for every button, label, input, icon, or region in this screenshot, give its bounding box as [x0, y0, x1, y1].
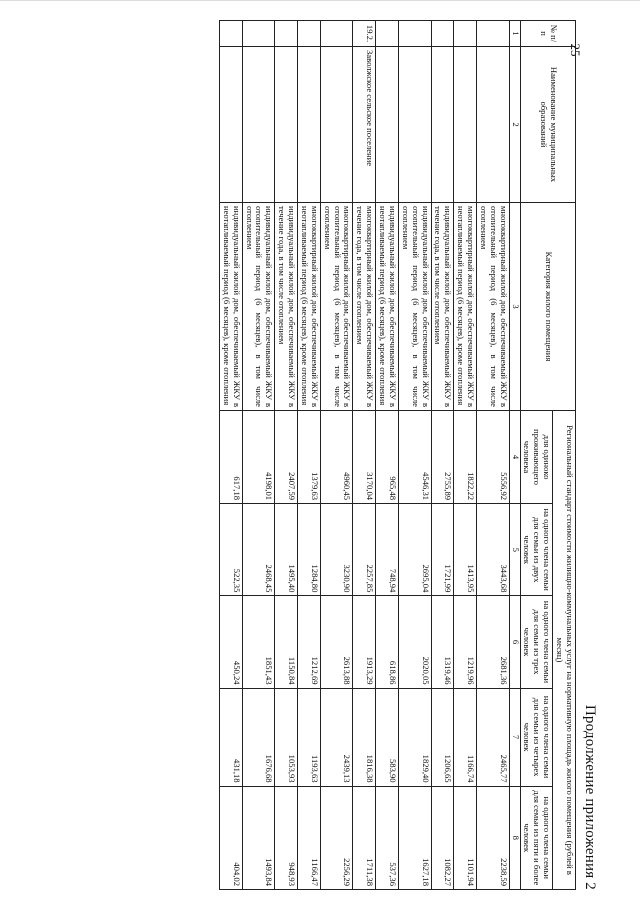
table-row [454, 21, 477, 890]
value-cell: 522,35 [220, 504, 243, 596]
value-cell: 1284,80 [298, 504, 321, 596]
category-text: индивидуальный жилой дом, обеспечиваемый ЖКУ в течение года, в том числе отоплением [275, 203, 298, 411]
value-cell: 2020,05 [399, 596, 432, 688]
value-cell: 3443,68 [477, 504, 510, 596]
value-cell: 948,93 [275, 786, 298, 889]
value-cell: 2681,36 [477, 596, 510, 688]
category-text: многоквартирный жилой дом, обеспечиваемый ЖКУ в неотапливаемый период (6 месяцев), кроме отопления [454, 203, 477, 411]
value-cell: 1166,47 [298, 786, 321, 889]
table-row [376, 21, 399, 890]
header-no: № п/п [520, 21, 575, 47]
value-cell: 2407,59 [275, 411, 298, 504]
category-text: многоквартирный жилой дом, обеспечиваемый ЖКУ в течение года, в том числе отоплением [353, 203, 376, 411]
category-text: многоквартирный жилой дом, обеспечиваемый ЖКУ в отопительный период (6 месяцев), в том числе отоплением [477, 203, 510, 411]
row-number [320, 21, 353, 47]
value-cell: 2256,29 [320, 786, 353, 889]
value-cell: 618,86 [376, 596, 399, 688]
value-cell: 1212,69 [298, 596, 321, 688]
value-cell: 2755,89 [431, 411, 454, 504]
value-cell: 1851,43 [242, 596, 275, 688]
value-cell: 1676,68 [242, 688, 275, 786]
row-number [220, 21, 243, 47]
value-cell: 1816,38 [353, 688, 376, 786]
value-cell: 1493,84 [242, 786, 275, 889]
scan-edge [0, 0, 640, 1]
table-body [220, 21, 510, 890]
municipality-name [431, 47, 454, 203]
subheader-5: на одного члена семьи для семьи из пяти и более человек [520, 786, 553, 889]
row-number [477, 21, 510, 47]
value-cell: 2238,59 [477, 786, 510, 889]
row-number [454, 21, 477, 47]
subheader-1: для одиноко проживающего человека [520, 411, 553, 504]
header-row [553, 21, 576, 890]
municipality-name [320, 47, 353, 203]
table-row [298, 21, 321, 890]
value-cell: 1150,84 [275, 596, 298, 688]
value-cell: 1413,95 [454, 504, 477, 596]
standards-table [219, 20, 576, 890]
category-text: индивидуальный жилой дом, обеспечиваемый ЖКУ в течение года, в том числе отоплением [431, 203, 454, 411]
category-text: многоквартирный жилой дом, обеспечиваемый ЖКУ в неотапливаемый период (6 месяцев), кроме отопления [298, 203, 321, 411]
index-cell: 8 [509, 786, 520, 889]
value-cell: 1379,63 [298, 411, 321, 504]
value-cell: 1053,93 [275, 688, 298, 786]
value-cell: 1193,63 [298, 688, 321, 786]
category-text: индивидуальный жилой дом, обеспечиваемый ЖКУ в неотапливаемый период (6 месяцев), кроме отопления [376, 203, 399, 411]
value-cell: 2439,13 [320, 688, 353, 786]
value-cell: 1082,27 [431, 786, 454, 889]
category-text: многоквартирный жилой дом, обеспечиваемый ЖКУ в отопительный период (6 месяцев), в том числе отоплением [320, 203, 353, 411]
row-number [431, 21, 454, 47]
municipality-name: Заволжское сельское поселение [353, 47, 376, 203]
index-row [509, 21, 520, 890]
value-cell: 1913,29 [353, 596, 376, 688]
value-cell: 1101,94 [454, 786, 477, 889]
row-number [242, 21, 275, 47]
municipality-name [298, 47, 321, 203]
value-cell: 3170,04 [353, 411, 376, 504]
municipality-name [220, 47, 243, 203]
index-cell: 4 [509, 411, 520, 504]
municipality-name [454, 47, 477, 203]
table-row [220, 21, 243, 890]
row-number [298, 21, 321, 47]
value-cell: 450,24 [220, 596, 243, 688]
table-row [275, 21, 298, 890]
index-cell: 3 [509, 203, 520, 411]
value-cell: 404,02 [220, 786, 243, 889]
header-group: Региональный стандарт стоимости жилищно-коммунальных услуг на нормативную площадь жилого помещения (рублей в месяц) [553, 411, 576, 890]
value-cell: 1829,40 [399, 688, 432, 786]
value-cell: 2468,45 [242, 504, 275, 596]
continuation-title: Продолжение приложения 2 [582, 704, 598, 890]
municipality-name [399, 47, 432, 203]
value-cell: 1721,99 [431, 504, 454, 596]
index-cell: 1 [509, 21, 520, 47]
municipality-name [477, 47, 510, 203]
row-number [399, 21, 432, 47]
row-number [275, 21, 298, 47]
value-cell: 1495,40 [275, 504, 298, 596]
subheader-4: на одного члена семьи для семьи из четырех человек [520, 688, 553, 786]
value-cell: 2465,77 [477, 688, 510, 786]
category-text: индивидуальный жилой дом, обеспечиваемый ЖКУ в неотапливаемый период (6 месяцев), кроме отопления [220, 203, 243, 411]
value-cell: 583,90 [376, 688, 399, 786]
row-number [376, 21, 399, 47]
value-cell: 1166,74 [454, 688, 477, 786]
index-cell: 6 [509, 596, 520, 688]
value-cell: 2613,88 [320, 596, 353, 688]
value-cell: 1206,65 [431, 688, 454, 786]
value-cell: 617,18 [220, 411, 243, 504]
index-cell: 7 [509, 688, 520, 786]
value-cell: 1627,18 [399, 786, 432, 889]
value-cell: 2695,04 [399, 504, 432, 596]
header-name: Наименование муниципальных образований [520, 47, 575, 203]
value-cell: 537,36 [376, 786, 399, 889]
subheader-3: на одного члена семьи для семьи из трех человек [520, 596, 553, 688]
value-cell: 5556,92 [477, 411, 510, 504]
value-cell: 1319,46 [431, 596, 454, 688]
table-row [431, 21, 454, 890]
value-cell: 1711,38 [353, 786, 376, 889]
table-row [477, 21, 510, 890]
table-row [353, 21, 376, 890]
value-cell: 1219,96 [454, 596, 477, 688]
category-text: индивидуальный жилой дом, обеспечиваемый ЖКУ в отопительный период (6 месяцев), в том числе отоплением [399, 203, 432, 411]
table-row [242, 21, 275, 890]
category-text: индивидуальный жилой дом, обеспечиваемый ЖКУ в отопительный период (6 месяцев), в том числе отоплением [242, 203, 275, 411]
index-cell: 2 [509, 47, 520, 203]
value-cell: 4960,45 [320, 411, 353, 504]
rotated-content [130, 20, 600, 890]
value-cell: 2257,85 [353, 504, 376, 596]
subheader-2: на одного члена семьи для семьи из двух человек [520, 504, 553, 596]
value-cell: 965,48 [376, 411, 399, 504]
row-number: 19.2. [353, 21, 376, 47]
value-cell: 748,94 [376, 504, 399, 596]
page-number: 25 [568, 43, 583, 57]
table-row [320, 21, 353, 890]
header-category: Категория жилого помещения [520, 203, 575, 411]
index-cell: 5 [509, 504, 520, 596]
value-cell: 3230,90 [320, 504, 353, 596]
municipality-name [242, 47, 275, 203]
value-cell: 1822,22 [454, 411, 477, 504]
value-cell: 4546,31 [399, 411, 432, 504]
table-row [399, 21, 432, 890]
municipality-name [275, 47, 298, 203]
municipality-name [376, 47, 399, 203]
value-cell: 431,18 [220, 688, 243, 786]
value-cell: 4198,01 [242, 411, 275, 504]
